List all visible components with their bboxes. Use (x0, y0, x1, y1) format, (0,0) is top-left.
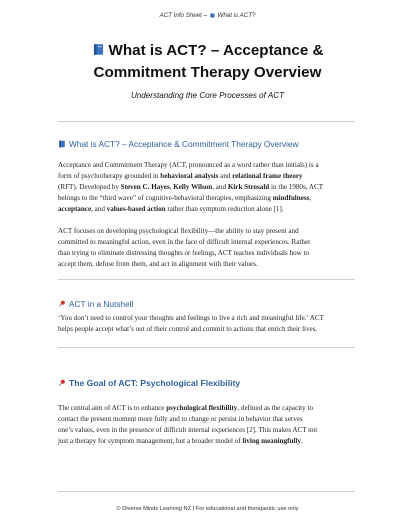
text-line: acceptance, and values-based action rather than symptom reduction alone [1]. (58, 204, 284, 213)
section-heading-intro (58, 139, 358, 149)
section-heading-nutshell-text: ACT in a Nutshell (69, 299, 134, 309)
bold-term: psychological flexibility (166, 404, 238, 412)
bold-term: living meaningfully (242, 436, 301, 445)
goal-paragraph (58, 403, 358, 447)
page-title-line1: What is ACT? – Acceptance & (108, 42, 324, 59)
text-line: than trying to eliminate distressing thoughts or feelings, ACT teaches individuals how to (58, 248, 310, 257)
text-line: one’s values, even in the presence of difficult internal experiences [2]. This makes ACT not (58, 425, 318, 434)
bold-term: Kelly Wilson (173, 182, 213, 191)
text-line: helps people accept what’s out of their control and commit to actions that enrich their lives. (58, 324, 318, 333)
running-header-left: ACT Info Sheet – (159, 12, 208, 19)
text-line: Acceptance and Commitment Therapy (ACT, pronounced as a word rather than initials) is a (58, 161, 319, 169)
pushpin-icon (58, 379, 66, 387)
text-line: contact the present moment more fully and to change or persist in behavior that serves (58, 414, 303, 423)
section-divider (58, 347, 355, 348)
footer-divider (58, 491, 355, 492)
page-title-line2: Commitment Therapy Overview (93, 64, 322, 81)
text-line: ‘You don’t need to control your thoughts and feelings to live a rich and meaningful life.’ ACT (58, 314, 324, 322)
text-line: accept them, defuse from them, and act in alignment with their values. (58, 259, 258, 268)
page-title (20, 40, 395, 84)
intro-paragraph-2 (58, 226, 358, 270)
text-line: The central aim of ACT is to enhance psychological flexibility, defined as the capacity to (58, 404, 313, 412)
bold-term: acceptance (58, 204, 92, 213)
bold-term: mindfulness (272, 193, 310, 202)
section-heading-goal (58, 378, 358, 388)
text-line: belongs to the “third wave” of cognitive-behavioral therapies, emphasizing mindfulness, (58, 193, 312, 202)
book-icon (210, 13, 215, 18)
bold-term: relational frame theory (232, 171, 303, 180)
pushpin-icon (58, 300, 66, 308)
section-divider (58, 279, 355, 280)
section-heading-nutshell (58, 299, 358, 309)
nutshell-paragraph (58, 313, 358, 335)
running-header (0, 12, 415, 19)
bold-term: Kirk Strosahl (227, 182, 270, 191)
text-line: form of psychotherapy grounded in behavioral analysis and relational frame theory (58, 171, 303, 180)
bold-term: behavioral analysis (160, 171, 219, 180)
page-footer: © Diverse Minds Learning NZ | For educational and therapeutic use only (116, 506, 299, 512)
book-icon (92, 43, 105, 56)
book-icon (58, 140, 66, 148)
text-line: ACT focuses on developing psychological flexibility—the ability to stay present and (58, 227, 299, 235)
bold-term: Steven C. Hayes (120, 182, 170, 191)
page-subtitle: Understanding the Core Processes of ACT (130, 91, 285, 100)
text-line: just a therapy for symptom management, but a broader model of living meaningfully. (58, 436, 303, 445)
text-line: committed to meaningful action, even in the face of difficult internal experiences. Rather (58, 237, 311, 246)
intro-paragraph-1 (58, 160, 358, 215)
section-divider (58, 121, 355, 122)
text-line: (RFT). Developed by Steven C. Hayes, Kelly Wilson, and Kirk Strosahl in the 1980s, ACT (58, 182, 324, 191)
bold-term: values-based action (106, 204, 166, 213)
running-header-right: What is ACT? (217, 12, 256, 19)
section-heading-intro-text: What is ACT? – Acceptance & Commitment Therapy Overview (69, 139, 299, 149)
section-heading-goal-text: The Goal of ACT: Psychological Flexibility (69, 378, 241, 388)
